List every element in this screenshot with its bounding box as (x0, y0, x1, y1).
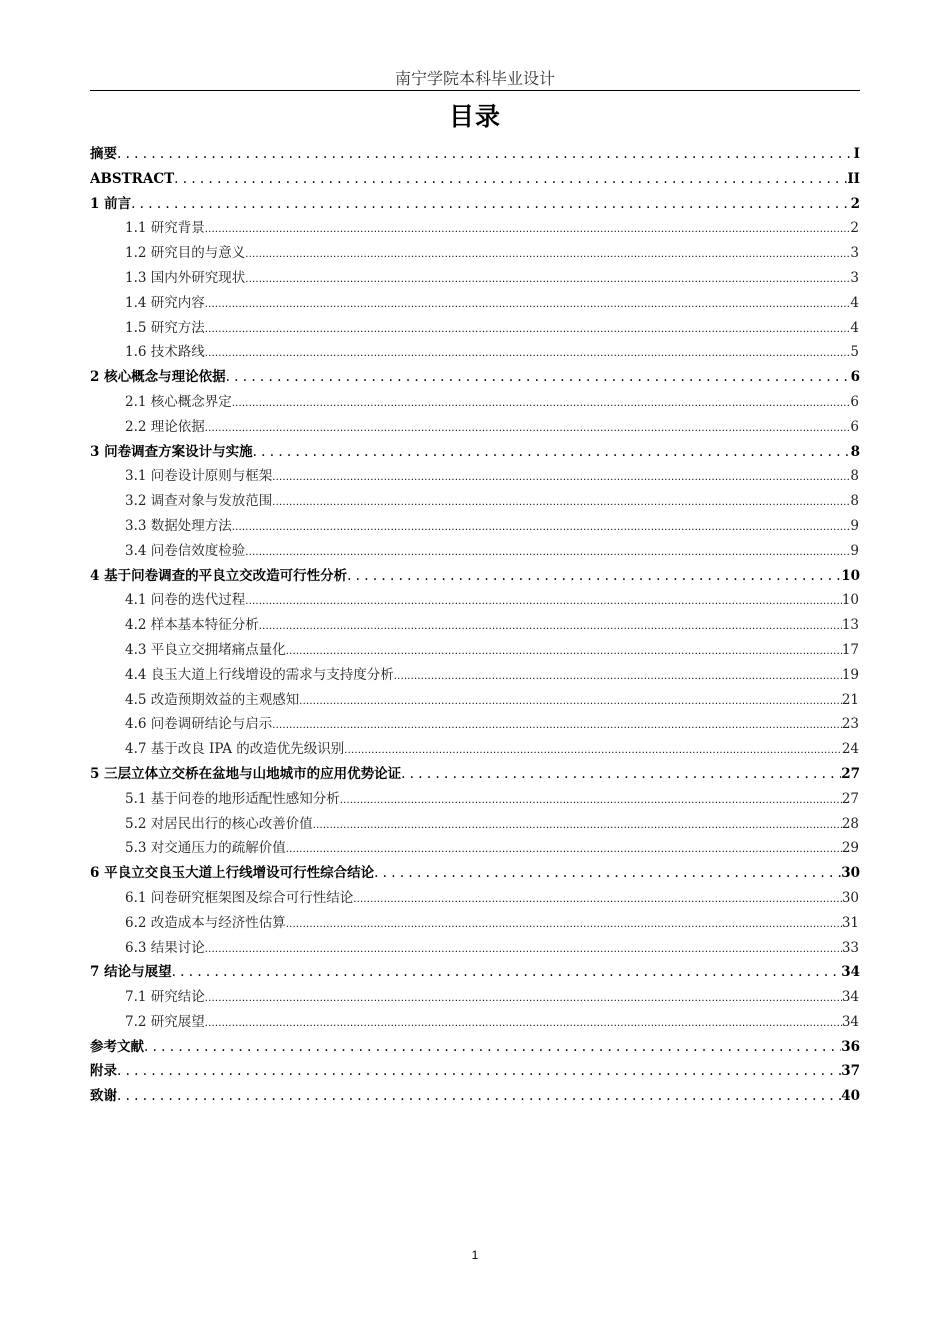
toc-entry-label: 4.4 良玉大道上行线增设的需求与支持度分析 (125, 666, 394, 683)
toc-section-entry[interactable] (90, 638, 860, 663)
toc-dot-leader (347, 564, 841, 589)
toc-chapter-entry[interactable] (90, 365, 860, 390)
toc-entry-label: 7.1 研究结论 (125, 989, 205, 1006)
toc-section-entry[interactable] (90, 911, 860, 936)
toc-section-entry[interactable] (90, 390, 860, 415)
toc-entry-label: 参考文献 (90, 1038, 144, 1055)
toc-chapter-entry[interactable] (90, 1084, 860, 1109)
toc-section-entry[interactable] (90, 514, 860, 539)
toc-entry-page: 6 (850, 393, 859, 410)
toc-entry-label: 4.5 改造预期效益的主观感知 (125, 691, 300, 708)
toc-entry-page: 31 (841, 914, 859, 931)
toc-dot-leader (394, 663, 842, 688)
toc-dot-leader (253, 440, 851, 465)
toc-entry-page: 27 (841, 790, 859, 807)
toc-dot-leader (374, 861, 841, 886)
toc-dot-leader (245, 266, 850, 291)
toc-entry-label: 4.2 样本基本特征分析 (125, 617, 259, 634)
toc-entry-label: 7 结论与展望 (90, 964, 172, 981)
toc-entry-label: 4 基于问卷调查的平良立交改造可行性分析 (90, 567, 348, 584)
toc-dot-leader (205, 985, 842, 1010)
toc-dot-leader (144, 1035, 841, 1060)
toc-entry-page: 30 (841, 889, 859, 906)
toc-entry-page: 28 (841, 815, 859, 832)
table-of-contents (90, 142, 860, 1109)
toc-dot-leader (401, 762, 841, 787)
toc-entry-page: 2 (850, 195, 860, 212)
toc-entry-label: 3.3 数据处理方法 (125, 517, 232, 534)
toc-entry-label: 2 核心概念与理论依据 (90, 369, 226, 386)
toc-section-entry[interactable] (90, 241, 860, 266)
toc-entry-label: 1.2 研究目的与意义 (125, 245, 246, 262)
toc-entry-page: 2 (850, 220, 859, 237)
toc-section-entry[interactable] (90, 216, 860, 241)
toc-entry-label: 3.4 问卷信效度检验 (125, 542, 246, 559)
toc-section-entry[interactable] (90, 316, 860, 341)
toc-section-entry[interactable] (90, 489, 860, 514)
toc-dot-leader (272, 464, 850, 489)
toc-dot-leader (245, 588, 842, 613)
toc-dot-leader (286, 911, 842, 936)
toc-entry-page: 40 (841, 1088, 860, 1105)
page-number: 1 (471, 1248, 479, 1262)
toc-section-entry[interactable] (90, 712, 860, 737)
toc-section-entry[interactable] (90, 663, 860, 688)
toc-entry-page: 34 (841, 964, 860, 981)
toc-entry-page: 4 (850, 319, 859, 336)
toc-dot-leader (353, 886, 842, 911)
page-title: 目录 (448, 102, 501, 131)
toc-entry-label: 5.2 对居民出行的核心改善价值 (125, 815, 313, 832)
toc-entry-page: 8 (850, 468, 859, 485)
toc-entry-page: 34 (841, 989, 859, 1006)
toc-dot-leader (232, 514, 851, 539)
toc-section-entry[interactable] (90, 588, 860, 613)
toc-entry-page: 9 (850, 542, 859, 559)
toc-entry-page: 17 (841, 641, 859, 658)
toc-entry-page: 10 (841, 567, 860, 584)
toc-section-entry[interactable] (90, 936, 860, 961)
toc-section-entry[interactable] (90, 266, 860, 291)
toc-section-entry[interactable] (90, 812, 860, 837)
toc-entry-page: 27 (841, 765, 860, 782)
toc-chapter-entry[interactable] (90, 960, 860, 985)
toc-entry-label: 1.3 国内外研究现状 (125, 269, 246, 286)
toc-entry-page: 30 (841, 865, 860, 882)
toc-entry-page: I (853, 146, 860, 162)
toc-entry-label: 6 平良立交良玉大道上行线增设可行性综合结论 (90, 865, 375, 882)
toc-dot-leader (117, 1059, 841, 1084)
toc-dot-leader (245, 241, 850, 266)
toc-section-entry[interactable] (90, 1010, 860, 1035)
toc-section-entry[interactable] (90, 291, 860, 316)
toc-entry-label: ABSTRACT (90, 170, 175, 187)
toc-dot-leader (205, 936, 842, 961)
toc-section-entry[interactable] (90, 613, 860, 638)
toc-entry-page: 29 (841, 840, 859, 857)
toc-section-entry[interactable] (90, 539, 860, 564)
toc-entry-label: 4.7 基于改良 IPA 的改造优先级识别 (125, 741, 345, 758)
toc-entry-page: 5 (850, 344, 859, 361)
toc-dot-leader (245, 539, 850, 564)
toc-entry-page: 34 (841, 1013, 859, 1030)
toc-dot-leader (272, 712, 842, 737)
toc-entry-label: 5.1 基于问卷的地形适配性感知分析 (125, 790, 340, 807)
toc-dot-leader (205, 1010, 842, 1035)
toc-section-entry[interactable] (90, 688, 860, 713)
toc-entry-page: 33 (841, 939, 859, 956)
toc-chapter-entry[interactable] (90, 440, 860, 465)
toc-section-entry[interactable] (90, 464, 860, 489)
toc-entry-label: 1.6 技术路线 (125, 344, 205, 361)
toc-entry-label: 1 前言 (90, 195, 132, 212)
toc-entry-label: 摘要 (90, 146, 117, 162)
toc-entry-label: 2.2 理论依据 (125, 418, 205, 435)
toc-dot-leader (340, 787, 842, 812)
toc-entry-page: 9 (850, 517, 859, 534)
toc-entry-label: 5.3 对交通压力的疏解价值 (125, 840, 286, 857)
toc-chapter-entry[interactable] (90, 564, 860, 589)
toc-entry-label: 4.6 问卷调研结论与启示 (125, 716, 273, 733)
toc-entry-page: 24 (841, 741, 859, 758)
toc-entry-page: 36 (841, 1038, 860, 1055)
toc-entry-label: 4.1 问卷的迭代过程 (125, 592, 246, 609)
toc-dot-leader (313, 812, 842, 837)
toc-entry-label: 4.3 平良立交拥堵痛点量化 (125, 641, 286, 658)
toc-dot-leader (205, 415, 851, 440)
toc-entry-label: 6.3 结果讨论 (125, 939, 205, 956)
toc-dot-leader (174, 167, 847, 192)
toc-chapter-entry[interactable] (90, 1035, 860, 1060)
toc-entry-label: 6.2 改造成本与经济性估算 (125, 914, 286, 931)
toc-section-entry[interactable] (90, 836, 860, 861)
toc-chapter-entry[interactable] (90, 167, 860, 192)
toc-dot-leader (205, 291, 851, 316)
toc-entry-label: 致谢 (90, 1088, 117, 1105)
toc-dot-leader (286, 638, 842, 663)
toc-entry-label: 1.1 研究背景 (125, 220, 205, 237)
toc-entry-label: 3.1 问卷设计原则与框架 (125, 468, 273, 485)
toc-dot-leader (344, 737, 842, 762)
toc-entry-page: 21 (841, 691, 859, 708)
toc-dot-leader (131, 192, 851, 217)
toc-dot-leader (286, 836, 842, 861)
toc-dot-leader (117, 1084, 841, 1109)
toc-entry-label: 3 问卷调查方案设计与实施 (90, 443, 253, 460)
toc-entry-page: 4 (850, 294, 859, 311)
toc-entry-label: 6.1 问卷研究框架图及综合可行性结论 (125, 889, 354, 906)
toc-section-entry[interactable] (90, 787, 860, 812)
toc-entry-page: 6 (850, 369, 860, 386)
toc-entry-page: 13 (841, 617, 859, 634)
toc-dot-leader (205, 216, 851, 241)
toc-section-entry[interactable] (90, 737, 860, 762)
toc-section-entry[interactable] (90, 340, 860, 365)
toc-entry-page: II (847, 170, 860, 187)
toc-entry-page: 10 (841, 592, 859, 609)
toc-dot-leader (172, 960, 842, 985)
toc-entry-page: 8 (850, 493, 859, 510)
toc-entry-label: 1.5 研究方法 (125, 319, 205, 336)
toc-entry-page: 6 (850, 418, 859, 435)
toc-entry-page: 23 (841, 716, 859, 733)
toc-dot-leader (205, 340, 851, 365)
toc-entry-label: 2.1 核心概念界定 (125, 393, 232, 410)
toc-dot-leader (272, 489, 850, 514)
toc-entry-page: 37 (841, 1063, 860, 1080)
toc-entry-label: 3.2 调查对象与发放范围 (125, 493, 273, 510)
toc-chapter-entry[interactable] (90, 1059, 860, 1084)
toc-entry-page: 3 (850, 245, 859, 262)
toc-entry-page: 19 (841, 666, 859, 683)
toc-section-entry[interactable] (90, 886, 860, 911)
toc-chapter-entry[interactable] (90, 192, 860, 217)
toc-entry-label: 5 三层立体立交桥在盆地与山地城市的应用优势论证 (90, 765, 402, 782)
toc-entry-page: 3 (850, 269, 859, 286)
toc-dot-leader (259, 613, 842, 638)
toc-dot-leader (205, 316, 851, 341)
toc-section-entry[interactable] (90, 985, 860, 1010)
toc-dot-leader (232, 390, 851, 415)
toc-dot-leader (299, 688, 842, 713)
toc-dot-leader (226, 365, 851, 390)
page-header: 南宁学院本科毕业设计 (90, 68, 860, 91)
toc-entry-page: 8 (850, 443, 860, 460)
toc-entry-label: 1.4 研究内容 (125, 294, 205, 311)
toc-dot-leader (117, 142, 854, 167)
toc-chapter-entry[interactable] (90, 762, 860, 787)
toc-chapter-entry[interactable] (90, 861, 860, 886)
toc-chapter-entry[interactable] (90, 142, 860, 167)
toc-entry-label: 附录 (90, 1063, 117, 1080)
toc-entry-label: 7.2 研究展望 (125, 1013, 205, 1030)
toc-section-entry[interactable] (90, 415, 860, 440)
